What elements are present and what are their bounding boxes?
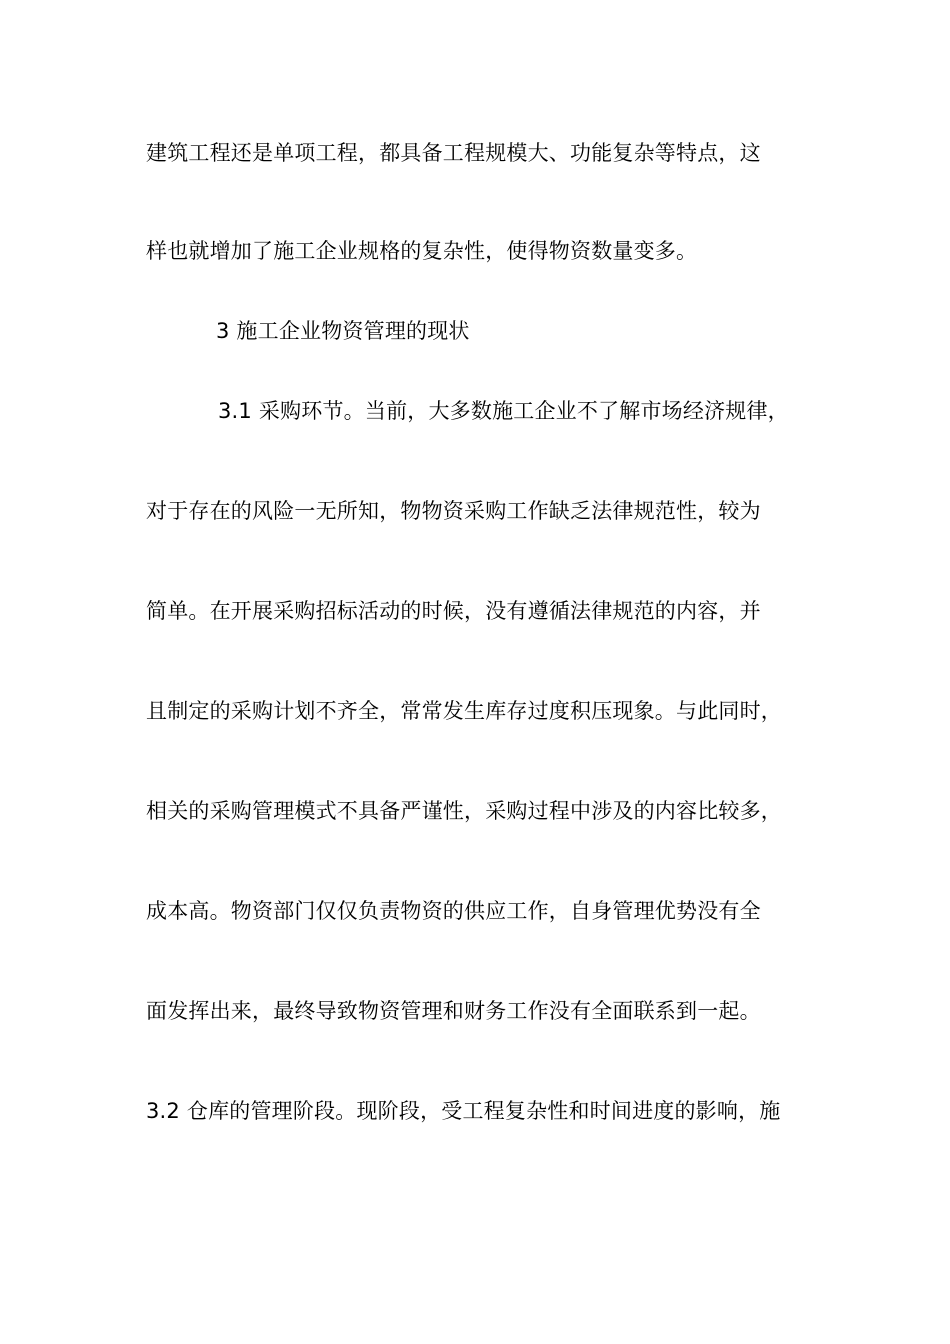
subsection-heading-line: 3.2 仓库的管理阶段。现阶段，受工程复杂性和时间进度的影响，施 — [146, 1099, 781, 1123]
subsection-heading-line: 3.1 采购环节。当前，大多数施工企业不了解市场经济规律， — [218, 399, 789, 423]
section-heading: 3 施工企业物资管理的现状 — [216, 319, 470, 343]
paragraph-line: 面发挥出来，最终导致物资管理和财务工作没有全面联系到一起。 — [146, 999, 761, 1023]
paragraph-line: 样也就增加了施工企业规格的复杂性，使得物资数量变多。 — [146, 239, 698, 263]
paragraph-line: 建筑工程还是单项工程，都具备工程规模大、功能复杂等特点，这 — [146, 141, 761, 165]
paragraph-line: 简单。在开展采购招标活动的时候，没有遵循法律规范的内容，并 — [146, 599, 761, 623]
paragraph-line: 成本高。物资部门仅仅负责物资的供应工作，自身管理优势没有全 — [146, 899, 761, 923]
paragraph-line: 且制定的采购计划不齐全，常常发生库存过度积压现象。与此同时， — [146, 699, 782, 723]
paragraph-line: 相关的采购管理模式不具备严谨性，采购过程中涉及的内容比较多， — [146, 799, 782, 823]
paragraph-line: 对于存在的风险一无所知，物物资采购工作缺乏法律规范性，较为 — [146, 499, 761, 523]
